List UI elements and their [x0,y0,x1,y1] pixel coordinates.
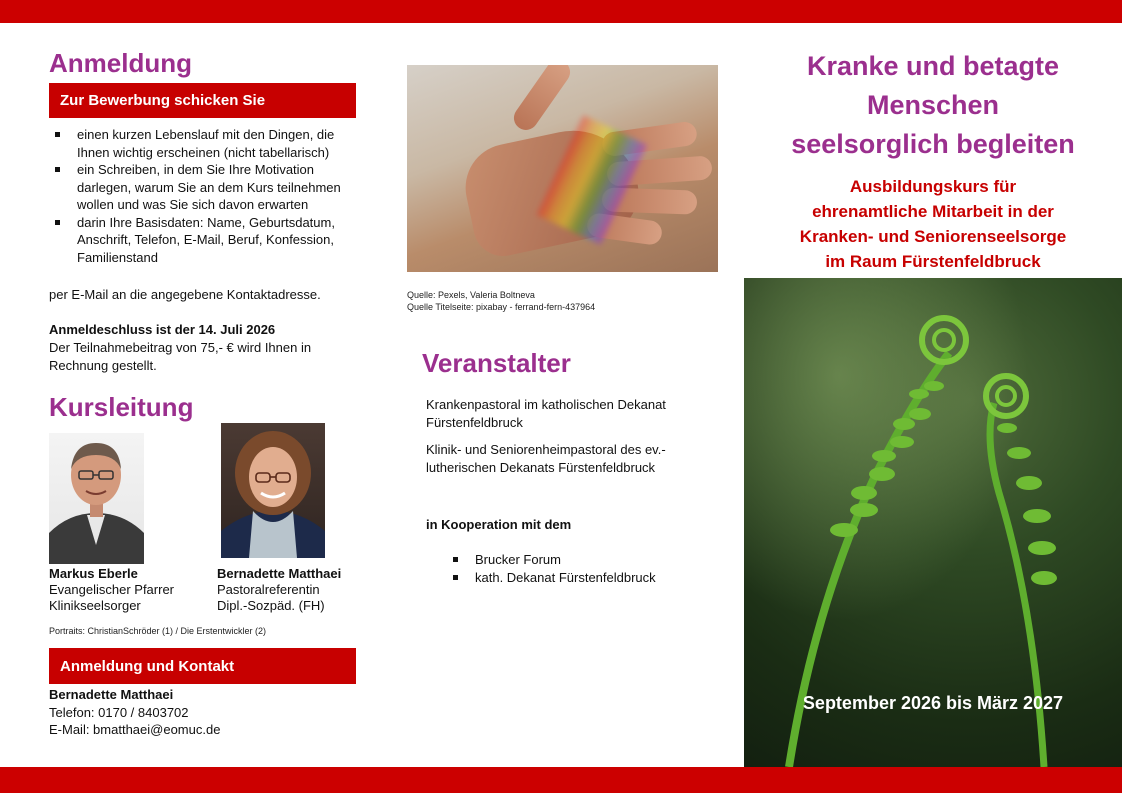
person1-role1: Evangelischer Pfarrer [49,582,174,597]
deadline-text: Anmeldeschluss ist der 14. Juli 2026 [49,322,276,337]
photo-credit-1: Quelle: Pexels, Valeria Boltneva [407,290,535,300]
left-panel [0,23,390,767]
anmeldung-heading: Anmeldung [49,48,192,78]
person2-role1: Pastoralreferentin [217,582,320,597]
portrait-1-drawing [49,433,144,564]
person1-block [49,566,219,614]
bottom-red-band [0,767,1122,793]
list-item: kath. Dekanat Fürstenfeldbruck [447,569,707,587]
bewerbung-bar: Zur Bewerbung schicken Sie [49,83,356,118]
person2-block [217,566,387,614]
portrait-2-drawing [221,423,325,558]
subtitle-line: Kranken- und Seniorenseelsorge [799,227,1067,246]
top-red-band [0,0,1122,23]
main-title [744,47,1122,164]
subtitle-line: im Raum Fürstenfeldbruck [825,252,1041,271]
kursleitung-heading: Kursleitung [49,392,194,422]
date-range: September 2026 bis März 2027 [802,693,1064,713]
person2-name: Bernadette Matthaei [217,566,342,581]
kontakt-email[interactable]: E-Mail: bmatthaei@eomuc.de [49,722,221,737]
middle-panel [390,23,744,767]
person1-role2: Klinikseelsorger [49,598,141,613]
org2-text: Klinik- und Seniorenheimpastoral des ev.-lutherischen Dekanats Fürstenfeldbruck [426,442,666,475]
list-item: ein Schreiben, in dem Sie Ihre Motivation darlegen, warum Sie an dem Kurs teilnehmen wollen und was Sie sich davon erwarten [49,161,359,214]
portraits-credit: Portraits: ChristianSchröder (1) / Die Erstentwickler (2) [49,626,267,636]
title-line: Kranke und betagte [806,51,1060,81]
title-line: seelsorglich begleiten [791,129,1075,159]
subtitle [744,174,1122,274]
partner-list [447,551,707,586]
bewerbung-list [49,126,359,266]
veranstalter-heading: Veranstalter [422,348,571,378]
hand-thumb-shape [509,65,575,135]
portrait-bernadette-matthaei [221,423,325,558]
list-item: Brucker Forum [447,551,707,569]
list-item: einen kurzen Lebenslauf mit den Dingen, die Ihnen wichtig erscheinen (nicht tabellarisch) [49,126,359,161]
kontakt-name: Bernadette Matthaei [49,687,174,702]
kontakt-block [49,686,369,739]
fee-text: Der Teilnahmebeitrag von 75,- € wird Ihnen in Rechnung gestellt. [49,340,312,373]
kooperation-text: in Kooperation mit dem [426,517,572,532]
portrait-markus-eberle [49,433,144,564]
org1-text: Krankenpastoral im katholischen Dekanat Fürstenfeldbruck [426,397,666,430]
email-note: per E-Mail an die angegebene Kontaktadresse. [49,287,321,302]
person2-role2: Dipl.-Sozpäd. (FH) [217,598,325,613]
person1-name: Markus Eberle [49,566,138,581]
photo-credits [407,289,737,313]
list-item: darin Ihre Basisdaten: Name, Geburtsdatum, Anschrift, Telefon, E-Mail, Beruf, Konfession, Familienstand [49,214,359,267]
kontakt-phone: Telefon: 0170 / 8403702 [49,704,189,720]
photo-credit-2: Quelle Titelseite: pixabay - ferrand-fern-437964 [407,302,596,312]
title-line: Menschen [866,90,1000,120]
right-panel [744,23,1122,767]
hand-photo [407,65,718,272]
subtitle-line: Ausbildungskurs für [849,177,1017,196]
subtitle-line: ehrenamtliche Mitarbeit in der [812,202,1054,221]
kontakt-bar: Anmeldung und Kontakt [49,648,356,684]
